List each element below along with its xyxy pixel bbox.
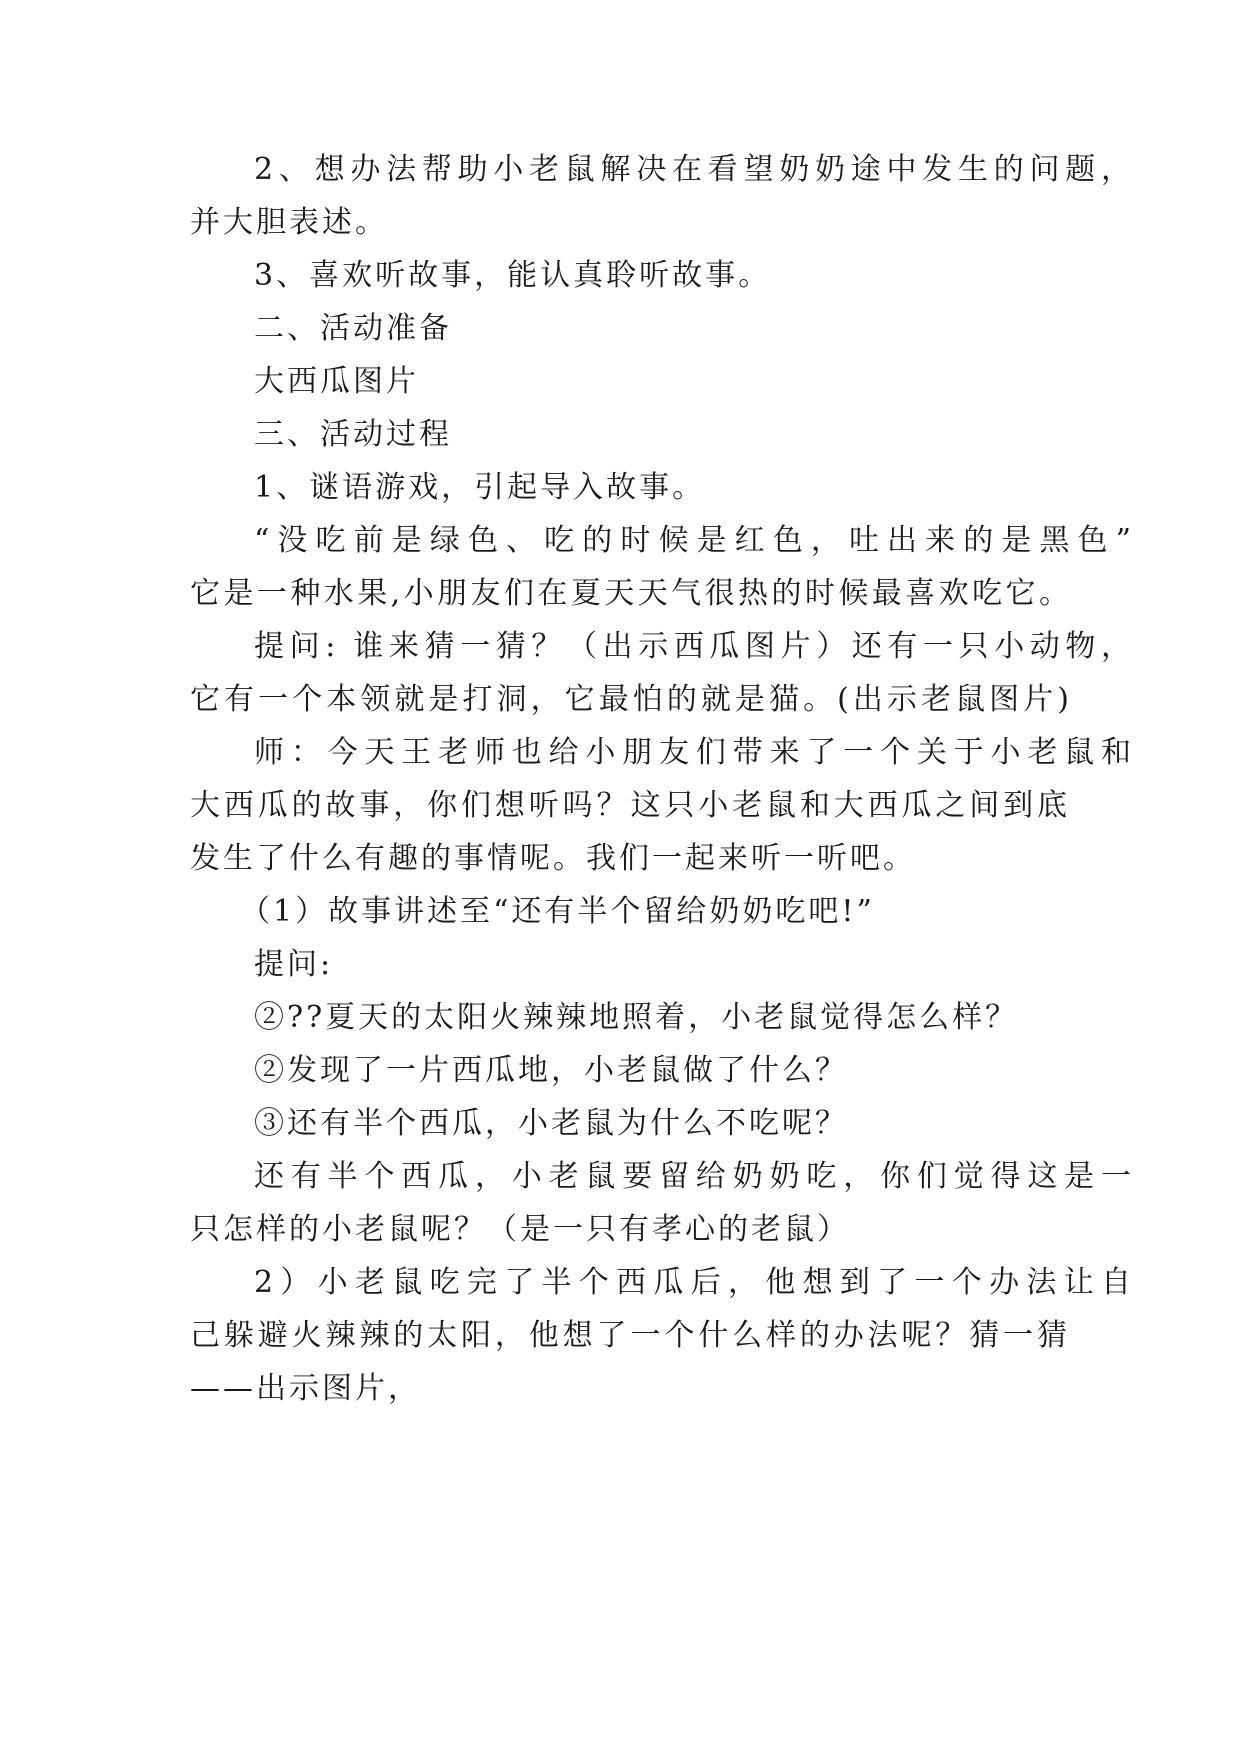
paragraph-line: 发生了什么有趣的事情呢。我们一起来听一听吧。 bbox=[190, 841, 916, 876]
paragraph-line: 它有一个本领就是打洞，它最怕的就是猫。(出示老鼠图片) bbox=[190, 682, 1070, 717]
paragraph-line: 只怎样的小老鼠呢？（是一只有孝心的老鼠） bbox=[190, 1212, 850, 1247]
paragraph-line: ——出示图片， bbox=[190, 1371, 421, 1406]
paragraph-line: “没吃前是绿色、吃的时候是红色，吐出来的是黑色” bbox=[254, 523, 1134, 558]
paragraph-line: 它是一种水果,小朋友们在夏天天气很热的时候最喜欢吃它。 bbox=[190, 576, 1070, 611]
paragraph-line: 1、谜语游戏，引起导入故事。 bbox=[254, 470, 706, 505]
list-item: ②??夏天的太阳火辣辣地照着，小老鼠觉得怎么样？ bbox=[254, 1000, 1019, 1035]
section-heading: 三、活动过程 bbox=[254, 417, 452, 452]
paragraph-line: 2、想办法帮助小老鼠解决在看望奶奶途中发生的问题， bbox=[254, 152, 1134, 187]
list-item: ②发现了一片西瓜地，小老鼠做了什么？ bbox=[254, 1053, 848, 1088]
paragraph-line: 2）小老鼠吃完了半个西瓜后，他想到了一个办法让自 bbox=[254, 1265, 1134, 1300]
paragraph-line: 己躲避火辣辣的太阳，他想了一个什么样的办法呢？猜一猜 bbox=[190, 1318, 1070, 1353]
paragraph-line: 大西瓜的故事，你们想听吗？这只小老鼠和大西瓜之间到底 bbox=[190, 788, 1070, 823]
paragraph-line: 提问: bbox=[254, 947, 334, 982]
paragraph-line: 3、喜欢听故事，能认真聆听故事。 bbox=[254, 258, 772, 293]
list-item: ③还有半个西瓜，小老鼠为什么不吃呢？ bbox=[254, 1106, 848, 1141]
paragraph-line: 并大胆表述。 bbox=[190, 205, 388, 240]
paragraph-line: 还有半个西瓜，小老鼠要留给奶奶吃，你们觉得这是一 bbox=[254, 1159, 1134, 1194]
paragraph-line: （1）故事讲述至“还有半个留给奶奶吃吧!” bbox=[240, 894, 875, 929]
paragraph-line: 师：今天王老师也给小朋友们带来了一个关于小老鼠和 bbox=[254, 735, 1134, 770]
section-heading: 二、活动准备 bbox=[254, 311, 452, 346]
paragraph-line: 大西瓜图片 bbox=[254, 364, 419, 399]
paragraph-line: 提问: 谁来猜一猜？（出示西瓜图片）还有一只小动物， bbox=[254, 629, 1134, 664]
